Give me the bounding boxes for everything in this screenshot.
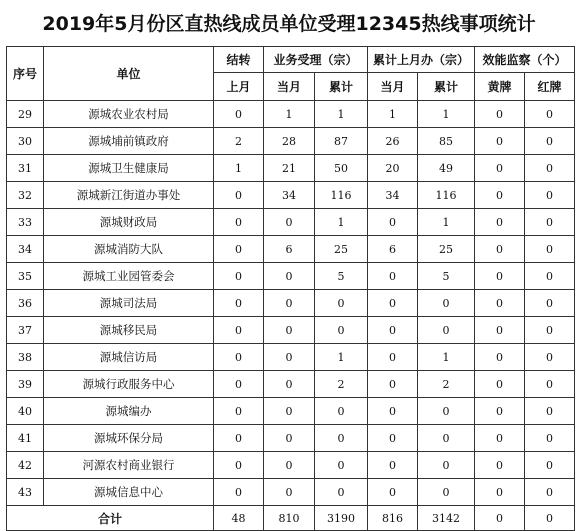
header-unit: 单位	[44, 47, 214, 101]
done-total-cell: 116	[418, 182, 475, 209]
done-total-cell: 0	[418, 317, 475, 344]
unit-cell: 源城农业农村局	[44, 101, 214, 128]
total-cell: 0	[315, 317, 368, 344]
done-total-cell: 1	[418, 101, 475, 128]
totals-row	[7, 506, 575, 531]
seq-cell: 41	[7, 425, 44, 452]
yellow-card-cell: 0	[475, 479, 525, 506]
month-cell: 28	[264, 128, 315, 155]
total-cell: 0	[315, 290, 368, 317]
done-month-cell: 0	[368, 425, 418, 452]
done-month-cell: 1	[368, 101, 418, 128]
month-cell: 34	[264, 182, 315, 209]
yellow-card-cell: 0	[475, 236, 525, 263]
red-card-cell: 0	[525, 398, 575, 425]
carry-cell: 0	[214, 425, 264, 452]
yellow-card-cell: 0	[475, 452, 525, 479]
table-row	[7, 155, 575, 182]
header-carry: 结转	[214, 47, 264, 73]
red-card-cell: 0	[525, 425, 575, 452]
total-cell: 25	[315, 236, 368, 263]
red-card-cell: 0	[525, 452, 575, 479]
total-cell: 0	[315, 452, 368, 479]
total-cell: 1	[315, 209, 368, 236]
header-supervision: 效能监察（个）	[475, 47, 575, 73]
table-row	[7, 128, 575, 155]
month-cell: 6	[264, 236, 315, 263]
unit-cell: 源城信访局	[44, 344, 214, 371]
done-total-cell: 0	[418, 290, 475, 317]
red-card-cell: 0	[525, 263, 575, 290]
total-cell: 50	[315, 155, 368, 182]
carry-cell: 0	[214, 479, 264, 506]
header-done-cumulative: 累计	[418, 73, 475, 101]
month-cell: 0	[264, 263, 315, 290]
seq-cell: 30	[7, 128, 44, 155]
done-month-cell: 0	[368, 398, 418, 425]
yellow-card-cell: 0	[475, 290, 525, 317]
unit-cell: 源城卫生健康局	[44, 155, 214, 182]
total-cell: 5	[315, 263, 368, 290]
header-row-top	[7, 47, 575, 73]
seq-cell: 29	[7, 101, 44, 128]
yellow-card-cell: 0	[475, 209, 525, 236]
table-row	[7, 263, 575, 290]
table-body	[7, 101, 575, 506]
yellow-card-cell: 0	[475, 182, 525, 209]
month-cell: 0	[264, 371, 315, 398]
done-month-cell: 34	[368, 182, 418, 209]
month-cell: 0	[264, 398, 315, 425]
red-card-cell: 0	[525, 101, 575, 128]
carry-cell: 0	[214, 236, 264, 263]
done-total-cell: 0	[418, 479, 475, 506]
red-card-cell: 0	[525, 317, 575, 344]
month-cell: 0	[264, 452, 315, 479]
table-row	[7, 236, 575, 263]
total-cell: 87	[315, 128, 368, 155]
carry-cell: 0	[214, 101, 264, 128]
carry-cell: 0	[214, 452, 264, 479]
yellow-card-cell: 0	[475, 398, 525, 425]
yellow-card-cell: 0	[475, 425, 525, 452]
unit-cell: 源城编办	[44, 398, 214, 425]
red-card-cell: 0	[525, 128, 575, 155]
table-row	[7, 425, 575, 452]
done-total-cell: 0	[418, 425, 475, 452]
seq-cell: 39	[7, 371, 44, 398]
red-card-cell: 0	[525, 236, 575, 263]
totals-yellow: 0	[475, 506, 525, 531]
month-cell: 0	[264, 479, 315, 506]
table-row	[7, 344, 575, 371]
month-cell: 0	[264, 425, 315, 452]
seq-cell: 31	[7, 155, 44, 182]
total-cell: 0	[315, 479, 368, 506]
done-month-cell: 20	[368, 155, 418, 182]
total-cell: 116	[315, 182, 368, 209]
totals-label: 合计	[7, 506, 214, 531]
done-total-cell: 85	[418, 128, 475, 155]
totals-total: 3190	[315, 506, 368, 531]
unit-cell: 河源农村商业银行	[44, 452, 214, 479]
header-yellow-card: 黄牌	[475, 73, 525, 101]
yellow-card-cell: 0	[475, 344, 525, 371]
done-month-cell: 0	[368, 317, 418, 344]
done-month-cell: 26	[368, 128, 418, 155]
seq-cell: 40	[7, 398, 44, 425]
done-month-cell: 0	[368, 209, 418, 236]
month-cell: 0	[264, 209, 315, 236]
yellow-card-cell: 0	[475, 128, 525, 155]
unit-cell: 源城埔前镇政府	[44, 128, 214, 155]
header-cumulative-done: 累计上月办（宗）	[368, 47, 475, 73]
table-row	[7, 398, 575, 425]
done-total-cell: 2	[418, 371, 475, 398]
red-card-cell: 0	[525, 155, 575, 182]
red-card-cell: 0	[525, 344, 575, 371]
total-cell: 0	[315, 425, 368, 452]
totals-carry: 48	[214, 506, 264, 531]
carry-cell: 0	[214, 317, 264, 344]
carry-cell: 2	[214, 128, 264, 155]
totals-done-total: 3142	[418, 506, 475, 531]
yellow-card-cell: 0	[475, 155, 525, 182]
seq-cell: 32	[7, 182, 44, 209]
month-cell: 0	[264, 317, 315, 344]
yellow-card-cell: 0	[475, 317, 525, 344]
unit-cell: 源城工业园管委会	[44, 263, 214, 290]
table-row	[7, 317, 575, 344]
seq-cell: 37	[7, 317, 44, 344]
totals-red: 0	[525, 506, 575, 531]
page-title: 2019年5月份区直热线成员单位受理12345热线事项统计	[42, 12, 536, 35]
done-month-cell: 0	[368, 452, 418, 479]
carry-cell: 0	[214, 290, 264, 317]
done-month-cell: 0	[368, 263, 418, 290]
table-row	[7, 290, 575, 317]
totals-month: 810	[264, 506, 315, 531]
unit-cell: 源城司法局	[44, 290, 214, 317]
unit-cell: 源城消防大队	[44, 236, 214, 263]
done-month-cell: 0	[368, 290, 418, 317]
carry-cell: 1	[214, 155, 264, 182]
yellow-card-cell: 0	[475, 263, 525, 290]
table-row	[7, 209, 575, 236]
done-total-cell: 5	[418, 263, 475, 290]
seq-cell: 33	[7, 209, 44, 236]
done-total-cell: 49	[418, 155, 475, 182]
seq-cell: 34	[7, 236, 44, 263]
seq-cell: 38	[7, 344, 44, 371]
total-cell: 1	[315, 344, 368, 371]
yellow-card-cell: 0	[475, 101, 525, 128]
statistics-table	[6, 46, 575, 531]
unit-cell: 源城新江街道办事处	[44, 182, 214, 209]
month-cell: 1	[264, 101, 315, 128]
carry-cell: 0	[214, 344, 264, 371]
carry-cell: 0	[214, 371, 264, 398]
unit-cell: 源城财政局	[44, 209, 214, 236]
yellow-card-cell: 0	[475, 371, 525, 398]
header-last-month: 上月	[214, 73, 264, 101]
totals-done-month: 816	[368, 506, 418, 531]
seq-cell: 42	[7, 452, 44, 479]
total-cell: 1	[315, 101, 368, 128]
unit-cell: 源城环保分局	[44, 425, 214, 452]
red-card-cell: 0	[525, 182, 575, 209]
done-total-cell: 0	[418, 452, 475, 479]
done-total-cell: 0	[418, 398, 475, 425]
table-row	[7, 479, 575, 506]
total-cell: 0	[315, 398, 368, 425]
header-red-card: 红牌	[525, 73, 575, 101]
unit-cell: 源城行政服务中心	[44, 371, 214, 398]
carry-cell: 0	[214, 263, 264, 290]
done-month-cell: 6	[368, 236, 418, 263]
done-month-cell: 0	[368, 371, 418, 398]
done-total-cell: 1	[418, 344, 475, 371]
month-cell: 21	[264, 155, 315, 182]
month-cell: 0	[264, 290, 315, 317]
month-cell: 0	[264, 344, 315, 371]
header-business: 业务受理（宗）	[264, 47, 368, 73]
unit-cell: 源城信息中心	[44, 479, 214, 506]
header-this-month: 当月	[264, 73, 315, 101]
done-month-cell: 0	[368, 479, 418, 506]
red-card-cell: 0	[525, 209, 575, 236]
red-card-cell: 0	[525, 479, 575, 506]
header-seq: 序号	[7, 47, 44, 101]
done-month-cell: 0	[368, 344, 418, 371]
header-done-this-month: 当月	[368, 73, 418, 101]
total-cell: 2	[315, 371, 368, 398]
carry-cell: 0	[214, 398, 264, 425]
table-row	[7, 101, 575, 128]
done-total-cell: 25	[418, 236, 475, 263]
seq-cell: 43	[7, 479, 44, 506]
table-row	[7, 452, 575, 479]
unit-cell: 源城移民局	[44, 317, 214, 344]
seq-cell: 36	[7, 290, 44, 317]
done-total-cell: 1	[418, 209, 475, 236]
header-cumulative: 累计	[315, 73, 368, 101]
red-card-cell: 0	[525, 290, 575, 317]
seq-cell: 35	[7, 263, 44, 290]
carry-cell: 0	[214, 182, 264, 209]
table-row	[7, 182, 575, 209]
carry-cell: 0	[214, 209, 264, 236]
red-card-cell: 0	[525, 371, 575, 398]
table-row	[7, 371, 575, 398]
